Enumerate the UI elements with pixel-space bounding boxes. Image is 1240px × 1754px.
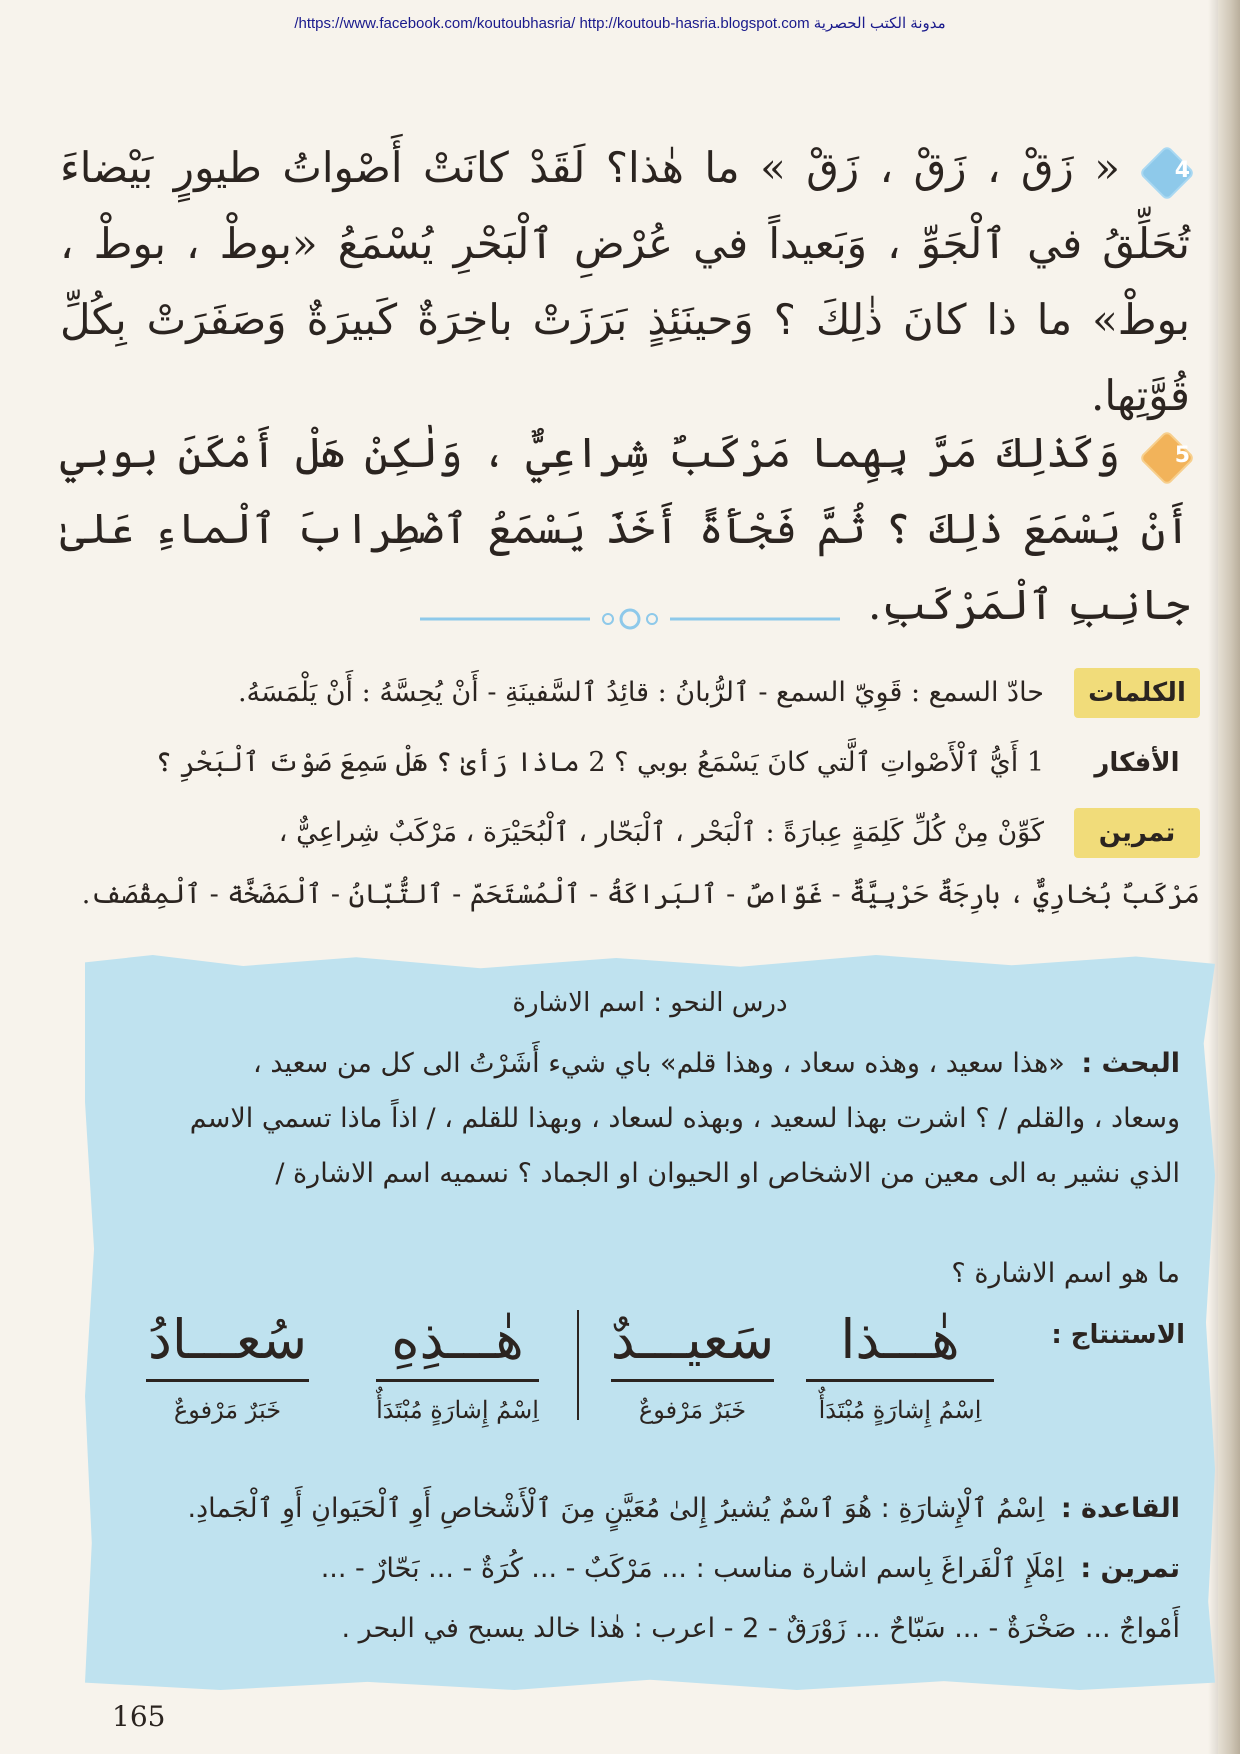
words-label: الكلمات <box>1074 668 1200 718</box>
exercise-text-continued: مَرْكَبٌ بُخارِيٌّ ، بارِجَةٌ حَرْبِيَّةٌ - غَوّاصٌ - ٱلبَراكَةُ - ٱلْمُسْتَحَمّ - ٱلتُّبّانُ - ٱلْمَضَخَّة - ٱلْمِقْصَف. <box>81 879 1200 910</box>
research-line-2: وسعاد ، والقلم / ؟ اشرت بهذا لسعيد ، وبهذه لسعاد ، وبهذا للقلم ، / اذاً ماذا تسمي الاسم <box>189 1103 1180 1134</box>
paragraph-number-badge <box>1140 146 1190 196</box>
example-word-hatha <box>800 1305 1000 1455</box>
examples-divider <box>577 1310 579 1420</box>
example-word: هٰـــذِهِ <box>391 1308 524 1371</box>
exercise-text: كَوِّنْ مِنْ كُلِّ كَلِمَةٍ عِبارَةً : ٱلْبَحْر ، ٱلْبَحّار ، ٱلْبُحَيْرَة ، مَرْكَبٌ شِراعِيٌّ ، <box>278 817 1044 848</box>
example-parse: اِسْمُ إِشارَةٍ مُبْتَدَأٌ <box>818 1396 982 1424</box>
grammar-exercise-line-1 <box>60 1545 1180 1593</box>
example-underline <box>146 1379 309 1382</box>
ornament-divider <box>420 608 840 630</box>
book-spine-shadow <box>1218 0 1240 1754</box>
rule-text: اِسْمُ ٱلْإِشارَةِ : هُوَ ٱسْمٌ يُشيرُ إِلىٰ مُعَيَّنٍ مِنَ ٱلْأَشْخاصِ أَوِ ٱلْحَيَوانِ أَوِ ٱلْجَمادِ. <box>187 1493 1045 1524</box>
paragraph-number: 4 <box>1174 158 1190 183</box>
research-text-1: «هذا سعيد ، وهذه سعاد ، وهذا قلم» باي شيء أَشَرْتُ الى كل من سعيد ، <box>253 1048 1065 1079</box>
header-link[interactable]: /https://www.facebook.com/koutoubhasria/ http://koutoub-hasria.blogspot.com مدونة الكتب الحصرية <box>294 15 946 32</box>
research-label: البحث : <box>1081 1048 1180 1079</box>
research-line-1 <box>60 1040 1180 1088</box>
example-word-suad <box>140 1305 315 1455</box>
grammar-exercise-label: تمرين : <box>1080 1553 1180 1584</box>
rule-line <box>60 1485 1180 1533</box>
vocabulary-words-row <box>50 668 1200 718</box>
story-paragraph-4 <box>60 130 1190 434</box>
vocabulary-ideas-row <box>50 738 1200 788</box>
grammar-exercise-text-1: اِمْلَإِ ٱلْفَراغَ بِاسم اشارة مناسب : ... مَرْكَبٌ - ... كُرَةٌ - ... بَحّارٌ - ... <box>320 1553 1064 1584</box>
grammar-title: درس النحو : اسم الاشارة <box>512 988 788 1018</box>
example-word: سَعيـــدٌ <box>610 1308 775 1371</box>
paragraph-text: وَكَذٰلِكَ مَرَّ بِهِما مَرْكَبٌ شِراعِيٌّ ، وَلٰكِنْ هَلْ أَمْكَنَ بوبي أَنْ يَسْمَعَ ذٰلِكَ ؟ ثُمَّ فَجْأَةً أَخَذَ يَسْمَعُ ٱضْطِرابَ ٱلْماءِ عَلىٰ جانِبِ ٱلْمَرْكَبِ. <box>60 428 1190 629</box>
grammar-exercise-line-2: أَمْواجٌ ... صَخْرَةٌ - ... سَبّاحٌ ... زَوْرَقٌ - 2 - اعرب : هٰذا خالد يسبح في البحر . <box>341 1613 1180 1644</box>
conclusion-label: الاستنتاج : <box>1051 1320 1185 1350</box>
example-parse: اِسْمُ إِشارَةٍ مُبْتَدَأٌ <box>376 1396 539 1424</box>
page-number: 165 <box>112 1700 166 1733</box>
paragraph-number-badge <box>1140 431 1190 481</box>
research-line-4: ما هو اسم الاشارة ؟ <box>951 1258 1180 1289</box>
example-word-saeed <box>605 1305 780 1455</box>
ideas-text: 1 أَيُّ ٱلْأَصْواتِ ٱلَّتي كانَ يَسْمَعُ بوبي ؟ 2 ماذا رَأىٰ ؟ هَلْ سَمِعَ صَوْتَ ٱلْبَحْرِ ؟ <box>155 747 1044 778</box>
example-word: سُعـــادُ <box>147 1308 308 1371</box>
words-text: حادّ السمع : قَوِيّ السمع - ٱلرُّبانُ : قائِدُ ٱلسَّفينَةِ - أَنْ يُحِسَّهُ : أَنْ يَلْمَسَهُ. <box>237 677 1044 708</box>
ideas-label: الأفكار <box>1094 748 1180 778</box>
example-underline <box>611 1379 774 1382</box>
example-parse: خَبَرٌ مَرْفوعٌ <box>173 1396 282 1424</box>
paragraph-number: 5 <box>1174 443 1190 468</box>
rule-label: القاعدة : <box>1060 1493 1180 1524</box>
exercise-label: تمرين <box>1074 808 1200 858</box>
example-word: هٰـــذا <box>840 1308 960 1371</box>
vocabulary-exercise-row-continued <box>50 870 1200 920</box>
example-word-hathihi <box>370 1305 545 1455</box>
example-underline <box>806 1379 994 1382</box>
research-line-3: الذي نشير به الى معين من الاشخاص او الحيوان او الجماد ؟ نسميه اسم الاشارة / <box>275 1158 1180 1189</box>
example-parse: خَبَرٌ مَرْفوعٌ <box>638 1396 747 1424</box>
vocabulary-exercise-row <box>50 808 1200 858</box>
paragraph-text: « زَقْ ، زَقْ ، زَقْ » ما هٰذا؟ لَقَدْ كانَتْ أَصْواتُ طيورٍ بَيْضاءَ تُحَلِّقُ في ٱلْجَوِّ ، وَبَعيداً في عُرْضِ ٱلْبَحْرِ يُسْمَعُ «بوطْ ، بوطْ ، بوطْ» ما ذا كانَ ذٰلِكَ ؟ وَحينَئِذٍ بَرَزَتْ باخِرَةٌ كَبيرَةٌ وَصَفَرَتْ بِكُلِّ قُوَّتِها. <box>60 143 1190 420</box>
example-underline <box>376 1379 539 1382</box>
